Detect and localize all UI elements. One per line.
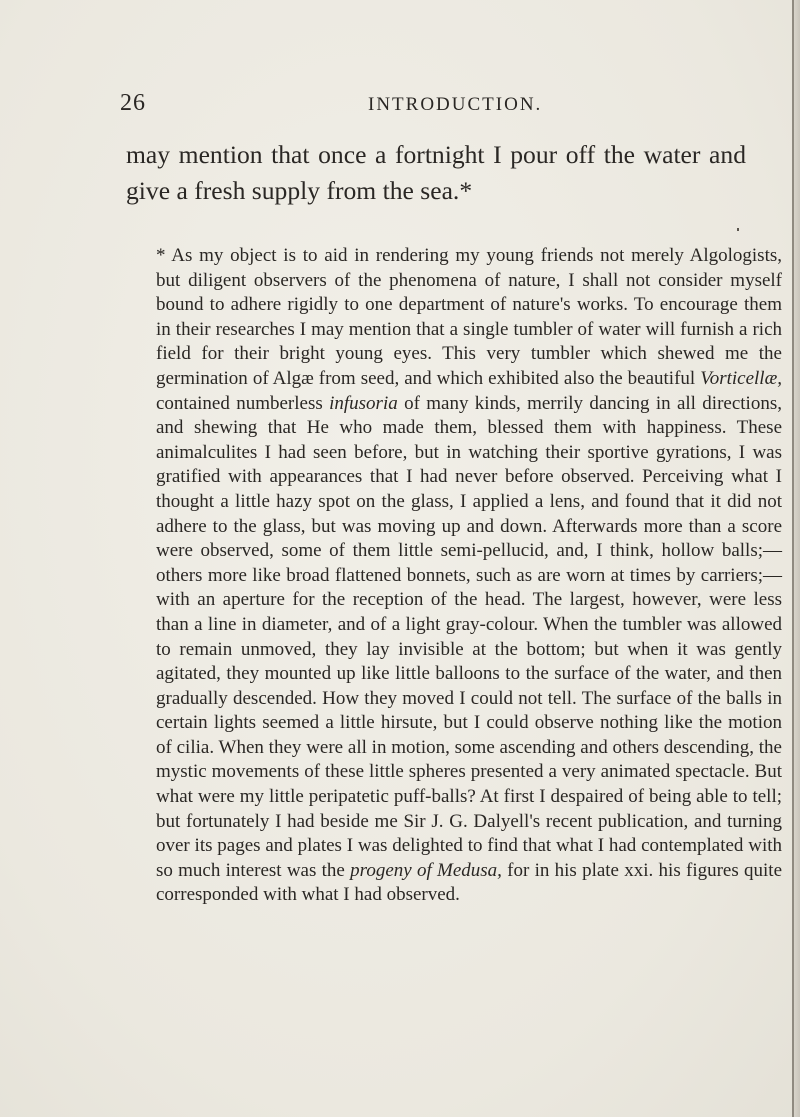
footnote-text-1: As my object is to aid in rendering my young friends not merely Algologists, but diligent observers of the phenomena of nature, I shall not consider myself bound to adhere rigidly to one department of nature's works. To encourage them in their researches I may mention that a single tumbler of water will furnish a rich field for their bright young eyes. This very tumbler which shewed me the germination of Algæ from seed, and which exhibited also the beautiful [156,245,782,389]
footnote [126,244,782,908]
footnote-italic-infusoria: infusoria [329,392,398,414]
footnote-text-4: for in his plate xxi. his figures quite corresponded with what I had observed. [156,859,783,906]
footnote-marker: * [156,245,172,266]
page-edge-line [792,0,794,1117]
running-title: INTRODUCTION. [368,94,543,115]
footnote-italic-vorticellae: Vorticellæ, [700,367,782,389]
footnote-italic-progeny: progeny of Medusa, [350,859,502,881]
page-edge-shadow [794,0,800,1117]
footnote-text-2: contained numberless [156,392,330,414]
running-head [120,90,730,120]
page-number: 26 [120,90,146,116]
print-speck [737,228,739,231]
main-paragraph: may mention that once a fortnight I pour off the water and give a fresh supply from the sea.* [126,140,746,205]
footnote-text-3: of many kinds, merrily dancing in all directions, and shewing that He who made them, blessed them with happiness. These animalculites I had seen before, but in watching their sportive gyrations, I was gratified with appearances that I had never before observed. Perceiving what I thought a little hazy spot on the glass, I applied a lens, and found that it did not adhere to the glass, but was moving up and down. Afterwards more than a score were observed, some of them little semi-pellucid, and, I think, hollow balls;—others more like broad flattened bonnets, such as are worn at times by carriers;—with an aperture for the reception of the head. The largest, however, were less than a line in diameter, and of a light gray-colour. When the tumbler was allowed to remain unmoved, they lay invisible at the bottom; but when it was gently agitated, they mounted up like little balloons to the surface of the water, and then gradually descended. How they moved I could not tell. The surface of the balls in certain lights seemed a little hirsute, but I could observe nothing like the motion of cilia. When they were all in motion, some ascending and others descending, the mystic movements of these little spheres presented a very animated spectacle. But what were my little peripatetic puff-balls? At first I despaired of being able to tell; but fortunately I had beside me Sir J. G. Dalyell's recent publication, and turning over its pages and plates I was delighted to find that what I had contemplated with so much interest was the [156,392,782,881]
